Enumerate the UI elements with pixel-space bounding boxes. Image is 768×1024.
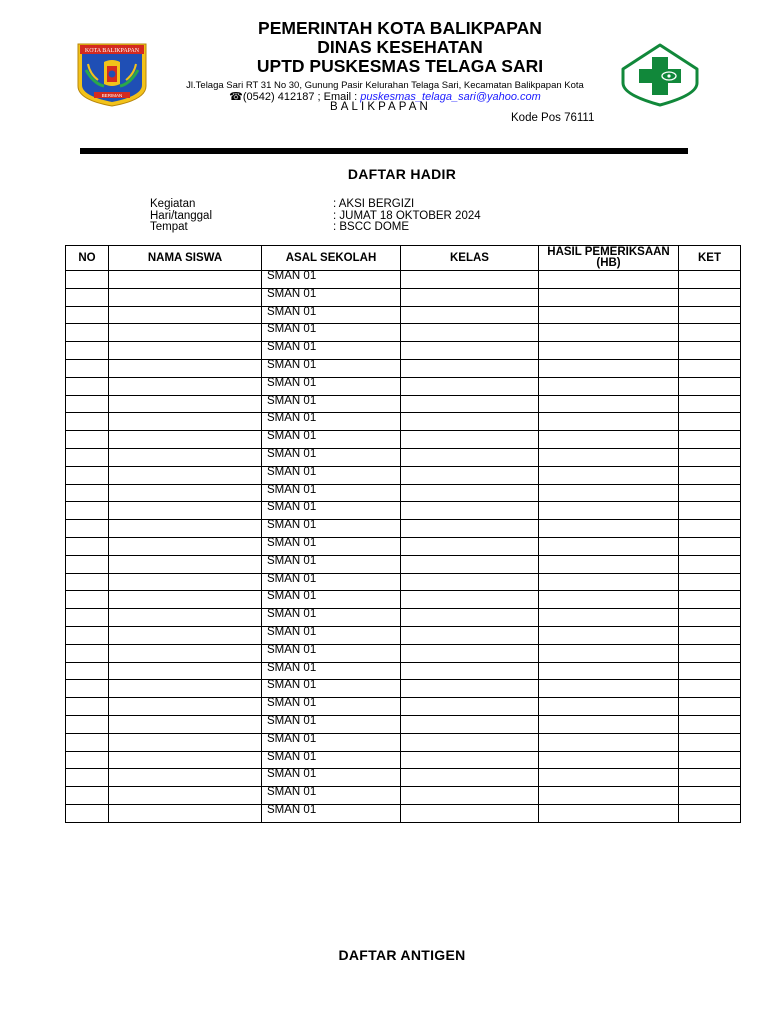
kota-balikpapan-crest-icon bbox=[74, 40, 150, 108]
cell-kelas bbox=[401, 466, 539, 484]
cell-no bbox=[66, 626, 109, 644]
cell-nama-siswa bbox=[109, 680, 262, 698]
cell-no bbox=[66, 698, 109, 716]
table-row bbox=[66, 591, 741, 609]
cell-nama-siswa bbox=[109, 484, 262, 502]
cell-no bbox=[66, 662, 109, 680]
column-header-no: NO bbox=[66, 246, 109, 271]
table-row bbox=[66, 644, 741, 662]
table-row bbox=[66, 609, 741, 627]
attendance-table bbox=[65, 245, 741, 823]
cell-ket bbox=[679, 733, 741, 751]
table-row bbox=[66, 306, 741, 324]
cell-hasil-pemeriksaan bbox=[539, 502, 679, 520]
cell-nama-siswa bbox=[109, 609, 262, 627]
table-row bbox=[66, 769, 741, 787]
cell-ket bbox=[679, 537, 741, 555]
table-row bbox=[66, 537, 741, 555]
cell-no bbox=[66, 271, 109, 289]
cell-nama-siswa bbox=[109, 466, 262, 484]
cell-asal-sekolah: SMAN 01 bbox=[262, 288, 401, 306]
cell-kelas bbox=[401, 431, 539, 449]
header-divider bbox=[80, 148, 688, 154]
cell-kelas bbox=[401, 787, 539, 805]
cell-kelas bbox=[401, 680, 539, 698]
table-row bbox=[66, 751, 741, 769]
table-row bbox=[66, 520, 741, 538]
column-header-nama-siswa: NAMA SISWA bbox=[109, 246, 262, 271]
cell-no bbox=[66, 466, 109, 484]
postal-code: Kode Pos 76111 bbox=[511, 112, 595, 124]
column-header-asal-sekolah: ASAL SEKOLAH bbox=[262, 246, 401, 271]
cell-kelas bbox=[401, 324, 539, 342]
cell-nama-siswa bbox=[109, 733, 262, 751]
cell-hasil-pemeriksaan bbox=[539, 769, 679, 787]
cell-asal-sekolah: SMAN 01 bbox=[262, 555, 401, 573]
table-row bbox=[66, 377, 741, 395]
cell-ket bbox=[679, 573, 741, 591]
city-text: BALIKPAPAN bbox=[330, 101, 431, 113]
cell-kelas bbox=[401, 573, 539, 591]
cell-no bbox=[66, 680, 109, 698]
cell-asal-sekolah: SMAN 01 bbox=[262, 573, 401, 591]
cell-nama-siswa bbox=[109, 804, 262, 822]
cell-hasil-pemeriksaan bbox=[539, 733, 679, 751]
cell-nama-siswa bbox=[109, 662, 262, 680]
cell-no bbox=[66, 359, 109, 377]
cell-ket bbox=[679, 680, 741, 698]
cell-nama-siswa bbox=[109, 537, 262, 555]
cell-kelas bbox=[401, 288, 539, 306]
column-header-ket: KET bbox=[679, 246, 741, 271]
cell-no bbox=[66, 787, 109, 805]
cell-asal-sekolah: SMAN 01 bbox=[262, 448, 401, 466]
cell-nama-siswa bbox=[109, 306, 262, 324]
cell-asal-sekolah: SMAN 01 bbox=[262, 359, 401, 377]
cell-no bbox=[66, 733, 109, 751]
cell-kelas bbox=[401, 448, 539, 466]
table-row bbox=[66, 395, 741, 413]
cell-nama-siswa bbox=[109, 502, 262, 520]
cell-hasil-pemeriksaan bbox=[539, 680, 679, 698]
cell-kelas bbox=[401, 342, 539, 360]
cell-asal-sekolah: SMAN 01 bbox=[262, 395, 401, 413]
cell-no bbox=[66, 537, 109, 555]
cell-no bbox=[66, 484, 109, 502]
cell-nama-siswa bbox=[109, 626, 262, 644]
cell-nama-siswa bbox=[109, 271, 262, 289]
cell-nama-siswa bbox=[109, 288, 262, 306]
cell-nama-siswa bbox=[109, 377, 262, 395]
cell-hasil-pemeriksaan bbox=[539, 591, 679, 609]
cell-nama-siswa bbox=[109, 698, 262, 716]
table-row bbox=[66, 413, 741, 431]
cell-nama-siswa bbox=[109, 342, 262, 360]
cell-asal-sekolah: SMAN 01 bbox=[262, 431, 401, 449]
cell-ket bbox=[679, 324, 741, 342]
cell-asal-sekolah: SMAN 01 bbox=[262, 591, 401, 609]
cell-asal-sekolah: SMAN 01 bbox=[262, 502, 401, 520]
cell-hasil-pemeriksaan bbox=[539, 573, 679, 591]
cell-ket bbox=[679, 626, 741, 644]
table-row bbox=[66, 573, 741, 591]
info-label: Hari/tanggal bbox=[150, 209, 213, 222]
cell-no bbox=[66, 324, 109, 342]
table-row bbox=[66, 484, 741, 502]
cell-kelas bbox=[401, 698, 539, 716]
cell-no bbox=[66, 573, 109, 591]
info-value: : BSCC DOME bbox=[333, 221, 410, 233]
table-row bbox=[66, 288, 741, 306]
cell-nama-siswa bbox=[109, 555, 262, 573]
cell-hasil-pemeriksaan bbox=[539, 306, 679, 324]
cell-kelas bbox=[401, 662, 539, 680]
cell-ket bbox=[679, 698, 741, 716]
cell-ket bbox=[679, 466, 741, 484]
cell-kelas bbox=[401, 537, 539, 555]
cell-no bbox=[66, 644, 109, 662]
cell-no bbox=[66, 751, 109, 769]
header-line-3: UPTD PUSKESMAS TELAGA SARI bbox=[256, 56, 544, 76]
cell-nama-siswa bbox=[109, 324, 262, 342]
cell-ket bbox=[679, 769, 741, 787]
table-row bbox=[66, 715, 741, 733]
cell-ket bbox=[679, 591, 741, 609]
cell-ket bbox=[679, 520, 741, 538]
cell-no bbox=[66, 413, 109, 431]
cell-asal-sekolah: SMAN 01 bbox=[262, 484, 401, 502]
cell-hasil-pemeriksaan bbox=[539, 787, 679, 805]
cell-asal-sekolah: SMAN 01 bbox=[262, 271, 401, 289]
table-row bbox=[66, 431, 741, 449]
cell-nama-siswa bbox=[109, 644, 262, 662]
cell-ket bbox=[679, 359, 741, 377]
cell-hasil-pemeriksaan bbox=[539, 537, 679, 555]
table-row bbox=[66, 662, 741, 680]
cell-asal-sekolah: SMAN 01 bbox=[262, 466, 401, 484]
info-label: Tempat bbox=[150, 221, 188, 233]
cell-asal-sekolah: SMAN 01 bbox=[262, 609, 401, 627]
cell-no bbox=[66, 520, 109, 538]
column-header-hasil-pemeriksaan: HASIL PEMERIKSAAN (HB) bbox=[539, 246, 679, 271]
cell-ket bbox=[679, 342, 741, 360]
cell-ket bbox=[679, 555, 741, 573]
cell-hasil-pemeriksaan bbox=[539, 520, 679, 538]
header-line-2: DINAS KESEHATAN bbox=[317, 37, 483, 57]
table-row bbox=[66, 680, 741, 698]
cell-asal-sekolah: SMAN 01 bbox=[262, 715, 401, 733]
cell-no bbox=[66, 555, 109, 573]
table-header-row bbox=[66, 246, 741, 271]
second-document-title: DAFTAR ANTIGEN bbox=[338, 947, 466, 963]
cell-nama-siswa bbox=[109, 413, 262, 431]
cell-hasil-pemeriksaan bbox=[539, 804, 679, 822]
table-row bbox=[66, 626, 741, 644]
cell-asal-sekolah: SMAN 01 bbox=[262, 644, 401, 662]
column-header-kelas: KELAS bbox=[401, 246, 539, 271]
cell-hasil-pemeriksaan bbox=[539, 751, 679, 769]
cell-kelas bbox=[401, 306, 539, 324]
cell-kelas bbox=[401, 751, 539, 769]
cell-nama-siswa bbox=[109, 787, 262, 805]
cell-nama-siswa bbox=[109, 359, 262, 377]
cell-hasil-pemeriksaan bbox=[539, 466, 679, 484]
cell-ket bbox=[679, 395, 741, 413]
cell-kelas bbox=[401, 484, 539, 502]
cell-no bbox=[66, 342, 109, 360]
cell-ket bbox=[679, 644, 741, 662]
cell-asal-sekolah: SMAN 01 bbox=[262, 787, 401, 805]
table-row bbox=[66, 342, 741, 360]
cell-nama-siswa bbox=[109, 769, 262, 787]
cell-hasil-pemeriksaan bbox=[539, 288, 679, 306]
cell-asal-sekolah: SMAN 01 bbox=[262, 680, 401, 698]
cell-no bbox=[66, 306, 109, 324]
cell-asal-sekolah: SMAN 01 bbox=[262, 377, 401, 395]
cell-asal-sekolah: SMAN 01 bbox=[262, 698, 401, 716]
cell-kelas bbox=[401, 377, 539, 395]
cell-hasil-pemeriksaan bbox=[539, 342, 679, 360]
table-row bbox=[66, 324, 741, 342]
cell-no bbox=[66, 288, 109, 306]
cell-hasil-pemeriksaan bbox=[539, 395, 679, 413]
cell-kelas bbox=[401, 395, 539, 413]
cell-ket bbox=[679, 609, 741, 627]
table-row bbox=[66, 271, 741, 289]
cell-kelas bbox=[401, 359, 539, 377]
table-row bbox=[66, 359, 741, 377]
table-row bbox=[66, 466, 741, 484]
cell-nama-siswa bbox=[109, 395, 262, 413]
table-row bbox=[66, 448, 741, 466]
address-text: Jl.Telaga Sari RT 31 No 30, Gunung Pasir Kelurahan Telaga Sari, Kecamatan Balikpapan Kota bbox=[186, 80, 584, 91]
cell-hasil-pemeriksaan bbox=[539, 271, 679, 289]
cell-ket bbox=[679, 804, 741, 822]
cell-ket bbox=[679, 448, 741, 466]
cell-asal-sekolah: SMAN 01 bbox=[262, 413, 401, 431]
cell-nama-siswa bbox=[109, 431, 262, 449]
info-value: : JUMAT 18 OKTOBER 2024 bbox=[333, 209, 481, 222]
cell-asal-sekolah: SMAN 01 bbox=[262, 769, 401, 787]
info-label: Kegiatan bbox=[150, 198, 196, 210]
cell-hasil-pemeriksaan bbox=[539, 609, 679, 627]
cell-kelas bbox=[401, 626, 539, 644]
cell-no bbox=[66, 395, 109, 413]
cell-kelas bbox=[401, 609, 539, 627]
cell-hasil-pemeriksaan bbox=[539, 431, 679, 449]
cell-ket bbox=[679, 271, 741, 289]
cell-asal-sekolah: SMAN 01 bbox=[262, 520, 401, 538]
cell-ket bbox=[679, 715, 741, 733]
cell-no bbox=[66, 715, 109, 733]
cell-asal-sekolah: SMAN 01 bbox=[262, 804, 401, 822]
cell-asal-sekolah: SMAN 01 bbox=[262, 324, 401, 342]
cell-asal-sekolah: SMAN 01 bbox=[262, 733, 401, 751]
table-row bbox=[66, 555, 741, 573]
cell-no bbox=[66, 591, 109, 609]
cell-ket bbox=[679, 306, 741, 324]
cell-hasil-pemeriksaan bbox=[539, 662, 679, 680]
cell-kelas bbox=[401, 644, 539, 662]
cell-hasil-pemeriksaan bbox=[539, 359, 679, 377]
cell-kelas bbox=[401, 502, 539, 520]
cell-no bbox=[66, 448, 109, 466]
cell-nama-siswa bbox=[109, 448, 262, 466]
cell-hasil-pemeriksaan bbox=[539, 644, 679, 662]
cell-asal-sekolah: SMAN 01 bbox=[262, 751, 401, 769]
header-line-1: PEMERINTAH KOTA BALIKPAPAN bbox=[258, 18, 542, 38]
cell-ket bbox=[679, 662, 741, 680]
cell-ket bbox=[679, 484, 741, 502]
table-row bbox=[66, 698, 741, 716]
cell-nama-siswa bbox=[109, 715, 262, 733]
cell-hasil-pemeriksaan bbox=[539, 484, 679, 502]
cell-kelas bbox=[401, 413, 539, 431]
cell-no bbox=[66, 502, 109, 520]
cell-nama-siswa bbox=[109, 751, 262, 769]
cell-kelas bbox=[401, 555, 539, 573]
cell-hasil-pemeriksaan bbox=[539, 698, 679, 716]
cell-kelas bbox=[401, 271, 539, 289]
cell-kelas bbox=[401, 769, 539, 787]
cell-asal-sekolah: SMAN 01 bbox=[262, 662, 401, 680]
cell-no bbox=[66, 609, 109, 627]
info-value: : AKSI BERGIZI bbox=[333, 198, 415, 210]
cell-kelas bbox=[401, 715, 539, 733]
cell-ket bbox=[679, 502, 741, 520]
cell-ket bbox=[679, 431, 741, 449]
table-row bbox=[66, 787, 741, 805]
cell-ket bbox=[679, 787, 741, 805]
cell-kelas bbox=[401, 591, 539, 609]
cell-hasil-pemeriksaan bbox=[539, 324, 679, 342]
cell-no bbox=[66, 377, 109, 395]
table-row bbox=[66, 733, 741, 751]
cell-asal-sekolah: SMAN 01 bbox=[262, 342, 401, 360]
cell-hasil-pemeriksaan bbox=[539, 448, 679, 466]
cell-no bbox=[66, 431, 109, 449]
cell-kelas bbox=[401, 733, 539, 751]
cell-nama-siswa bbox=[109, 591, 262, 609]
cell-hasil-pemeriksaan bbox=[539, 555, 679, 573]
cell-no bbox=[66, 804, 109, 822]
table-row bbox=[66, 502, 741, 520]
cell-ket bbox=[679, 377, 741, 395]
cell-no bbox=[66, 769, 109, 787]
cell-hasil-pemeriksaan bbox=[539, 377, 679, 395]
cell-nama-siswa bbox=[109, 520, 262, 538]
cell-asal-sekolah: SMAN 01 bbox=[262, 626, 401, 644]
cell-nama-siswa bbox=[109, 573, 262, 591]
cell-ket bbox=[679, 751, 741, 769]
crest-motto-text: BERIMAN bbox=[101, 93, 123, 98]
document-title: DAFTAR HADIR bbox=[347, 166, 457, 182]
cell-asal-sekolah: SMAN 01 bbox=[262, 306, 401, 324]
table-row bbox=[66, 804, 741, 822]
phone-text: ☎(0542) 412187 ; Email : bbox=[229, 91, 358, 103]
cell-asal-sekolah: SMAN 01 bbox=[262, 537, 401, 555]
cell-ket bbox=[679, 288, 741, 306]
cell-hasil-pemeriksaan bbox=[539, 413, 679, 431]
email-link[interactable]: puskesmas_telaga_sari@yahoo.com bbox=[360, 91, 541, 103]
cell-kelas bbox=[401, 520, 539, 538]
crest-top-text: KOTA BALIKPAPAN bbox=[84, 48, 140, 54]
cell-hasil-pemeriksaan bbox=[539, 715, 679, 733]
cell-hasil-pemeriksaan bbox=[539, 626, 679, 644]
cell-kelas bbox=[401, 804, 539, 822]
cell-ket bbox=[679, 413, 741, 431]
